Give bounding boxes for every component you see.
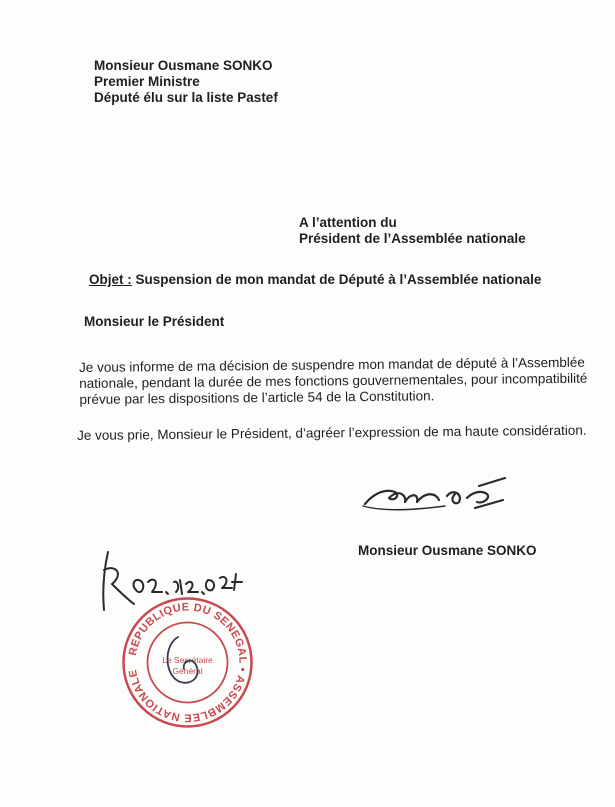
attention-line: A l’attention du bbox=[299, 215, 397, 230]
body-paragraph bbox=[79, 354, 588, 408]
seal-outer-text: REPUBLIQUE DU SENEGAL • ASSEMBLEE NATIONALE bbox=[126, 601, 249, 724]
recipient-block bbox=[299, 215, 526, 247]
subject-line bbox=[89, 272, 541, 287]
seal-inner-line-1: Le Secrétaire bbox=[162, 655, 213, 665]
body-line-2: nationale, pendant la durée de mes fonctions gouvernementales, pour incompatibilité bbox=[79, 370, 588, 391]
recipient-line: Président de l’Assemblée nationale bbox=[299, 231, 526, 246]
salutation: Monsieur le Président bbox=[84, 314, 225, 329]
body-line-1: Je vous informe de ma décision de suspendre mon mandat de député à l’Assemblée bbox=[79, 354, 585, 375]
seal-inner-line-2: Général bbox=[172, 666, 203, 676]
body-line-3: prévue par les dispositions de l’article 54 de la Constitution. bbox=[79, 388, 435, 407]
sender-title: Premier Ministre bbox=[94, 74, 200, 89]
sender-block bbox=[94, 58, 278, 106]
sender-role: Député élu sur la liste Pastef bbox=[94, 90, 278, 105]
handwritten-signature bbox=[355, 466, 510, 516]
sender-name: Monsieur Ousmane SONKO bbox=[94, 58, 273, 73]
signer-name: Monsieur Ousmane SONKO bbox=[358, 543, 537, 558]
official-seal bbox=[120, 595, 255, 730]
subject-text: Suspension de mon mandat de Député à l’Assemblée nationale bbox=[135, 272, 542, 287]
closing-formula: Je vous prie, Monsieur le Président, d’agréer l’expression de ma haute considération. bbox=[77, 422, 587, 443]
subject-label: Objet : bbox=[89, 272, 132, 287]
